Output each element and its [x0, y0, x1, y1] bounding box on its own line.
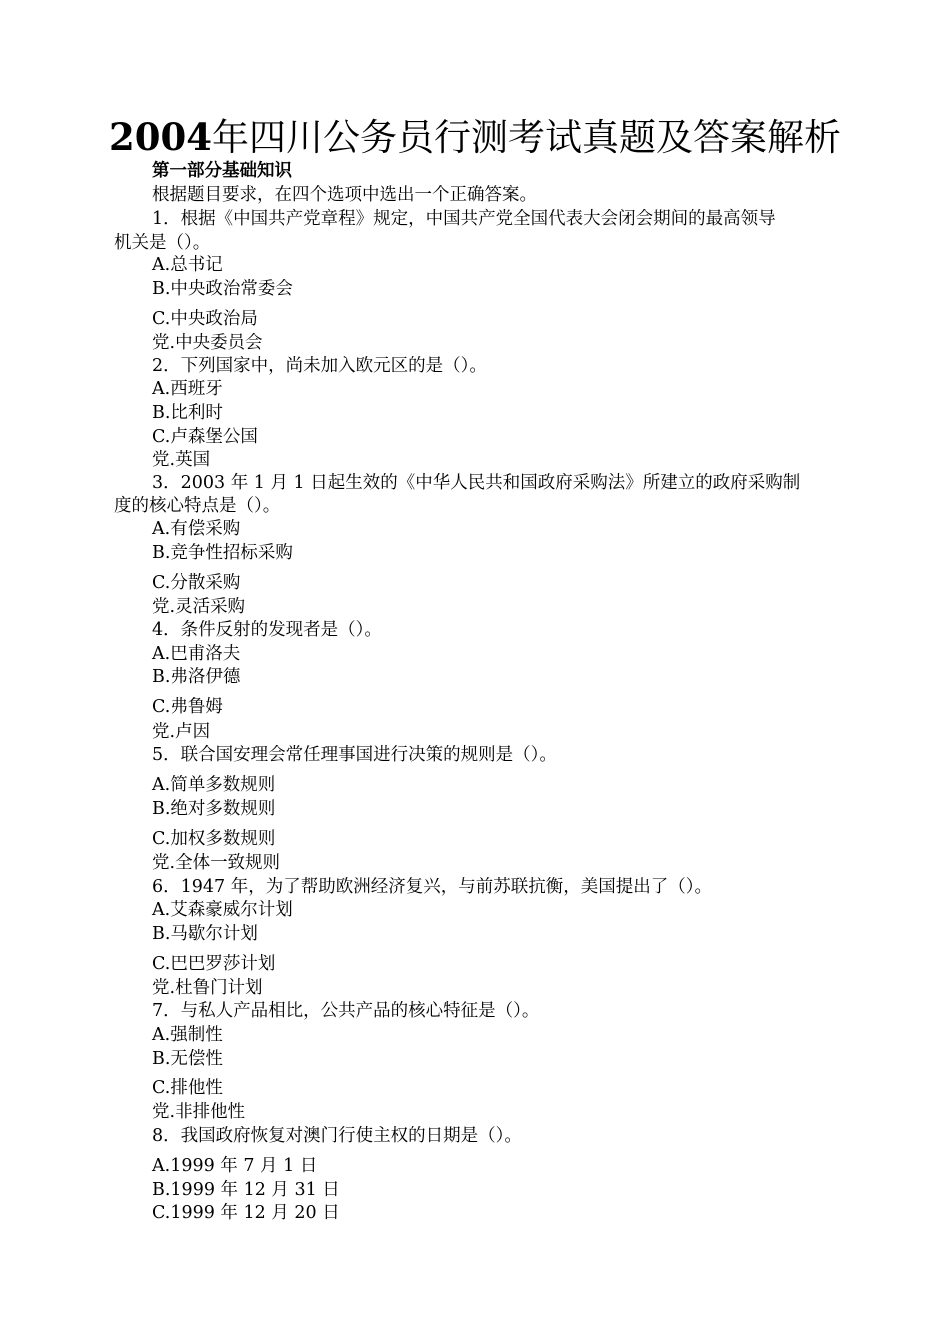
- option-b: B.绝对多数规则: [152, 799, 276, 819]
- section-heading: 第一部分基础知识: [152, 161, 292, 181]
- question-stem-cont: 度的核心特点是（）。: [114, 496, 281, 516]
- question-stem: 3．2003 年 1 月 1 日起生效的《中华人民共和国政府采购法》所建立的政府采购制: [152, 473, 801, 493]
- option-b: B.1999 年 12 月 31 日: [152, 1180, 340, 1200]
- option-b: B.马歇尔计划: [152, 924, 258, 944]
- option-c: C.加权多数规则: [152, 829, 276, 849]
- instruction-text: 根据题目要求，在四个选项中选出一个正确答案。: [152, 185, 537, 205]
- option-a: A.艾森豪威尔计划: [152, 900, 293, 920]
- option-c: C.弗鲁姆: [152, 697, 223, 717]
- option-b: B.比利时: [152, 403, 223, 423]
- option-d: 党.英国: [152, 450, 211, 470]
- question-stem: 4．条件反射的发现者是（）。: [152, 620, 382, 640]
- option-a: A.1999 年 7 月 1 日: [152, 1156, 318, 1176]
- option-d: 党.灵活采购: [152, 597, 246, 617]
- option-a: A.有偿采购: [152, 519, 241, 539]
- option-d: 党.非排他性: [152, 1102, 246, 1122]
- question-stem: 5．联合国安理会常任理事国进行决策的规则是（）。: [152, 745, 557, 765]
- option-c: C.巴巴罗莎计划: [152, 954, 276, 974]
- option-b: B.弗洛伊德: [152, 667, 241, 687]
- question-stem: 2．下列国家中，尚未加入欧元区的是（）。: [152, 356, 487, 376]
- question-stem: 6．1947 年，为了帮助欧洲经济复兴，与前苏联抗衡，美国提出了（）。: [152, 877, 712, 897]
- option-b: B.中央政治常委会: [152, 279, 293, 299]
- option-c: C.分散采购: [152, 573, 241, 593]
- question-stem: 8．我国政府恢复对澳门行使主权的日期是（）。: [152, 1126, 522, 1146]
- question-stem: 7．与私人产品相比，公共产品的核心特征是（）。: [152, 1001, 540, 1021]
- option-b: B.竞争性招标采购: [152, 543, 293, 563]
- title-text: 年四川公务员行测考试真题及答案解析: [211, 116, 841, 159]
- page-title: [0, 112, 950, 163]
- option-a: A.强制性: [152, 1025, 223, 1045]
- option-b: B.无偿性: [152, 1049, 223, 1069]
- option-a: A.简单多数规则: [152, 775, 276, 795]
- option-d: 党.全体一致规则: [152, 853, 281, 873]
- option-d: 党.杜鲁门计划: [152, 978, 263, 998]
- option-d: 党.卢因: [152, 722, 211, 742]
- option-a: A.总书记: [152, 255, 223, 275]
- option-c: C.排他性: [152, 1078, 223, 1098]
- option-c: C.1999 年 12 月 20 日: [152, 1203, 340, 1223]
- option-a: A.巴甫洛夫: [152, 644, 241, 664]
- option-c: C.卢森堡公国: [152, 427, 258, 447]
- option-d: 党.中央委员会: [152, 333, 263, 353]
- title-year: 2004: [109, 115, 212, 159]
- question-stem-cont: 机关是（）。: [114, 233, 211, 253]
- question-stem: 1．根据《中国共产党章程》规定，中国共产党全国代表大会闭会期间的最高领导: [152, 209, 776, 229]
- option-a: A.西班牙: [152, 379, 223, 399]
- option-c: C.中央政治局: [152, 309, 258, 329]
